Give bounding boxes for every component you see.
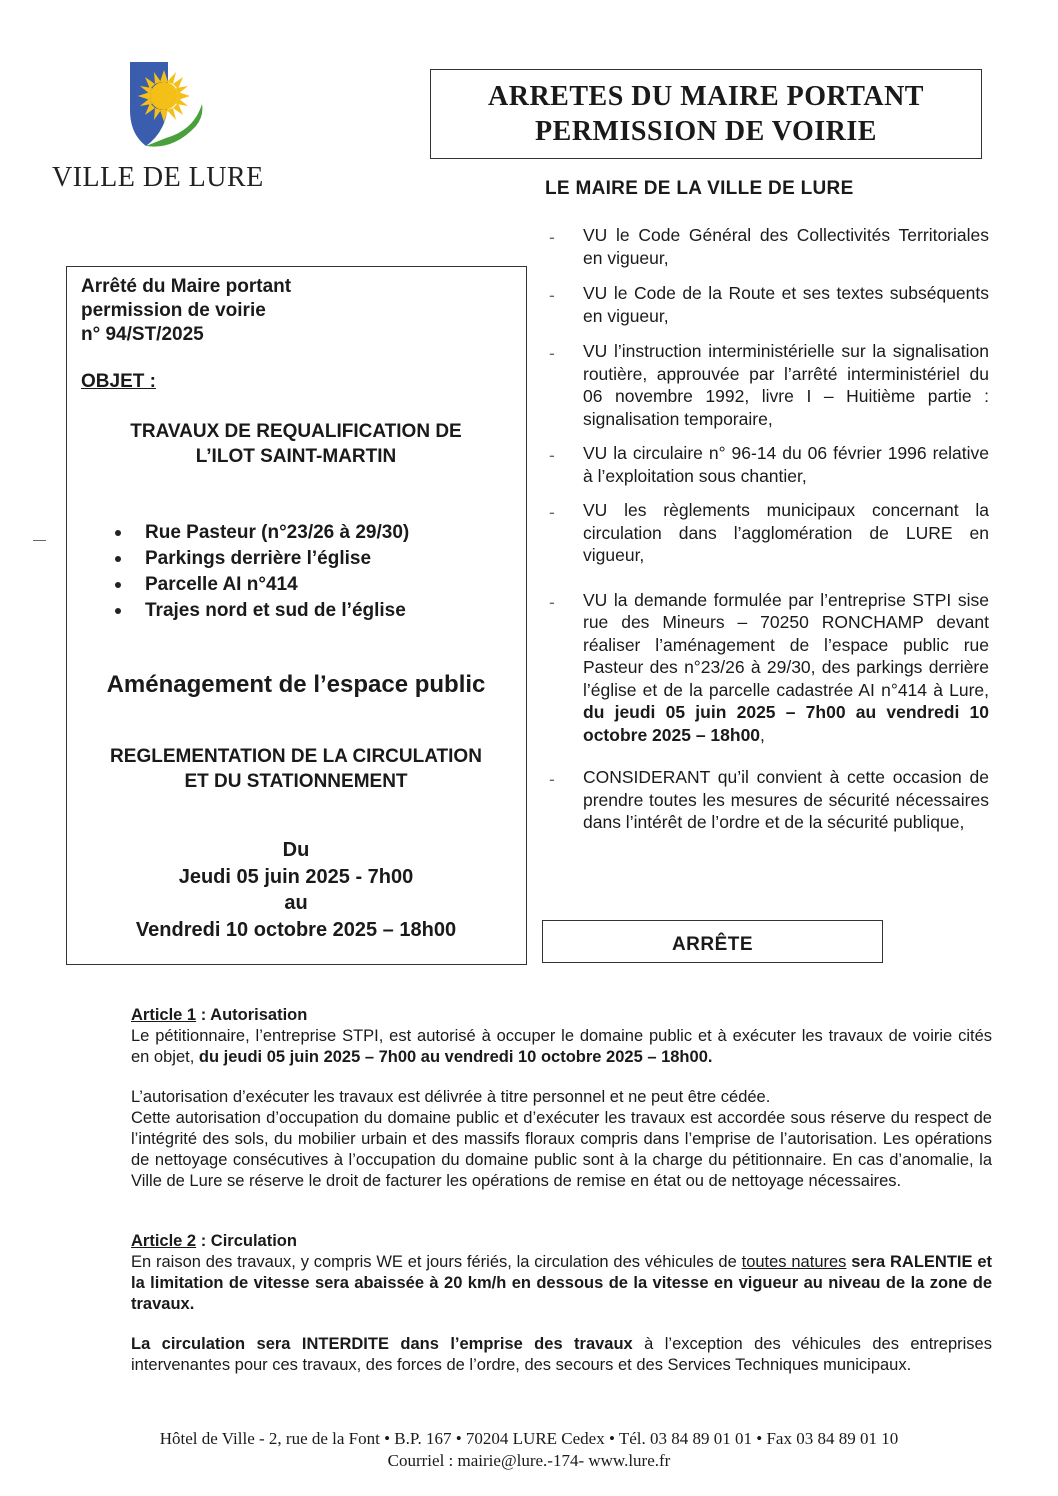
article-2-bold: sera RALENTIE et la limitation de vitesse sera abaissée à 20 km/h en dessous de la vitesse en vigueur au niveau de la zone de travaux. bbox=[131, 1253, 992, 1313]
list-item bbox=[545, 442, 989, 487]
reglementation-heading bbox=[67, 744, 525, 794]
objet-title-line: TRAVAUX DE REQUALIFICATION DE bbox=[130, 421, 462, 442]
article-2-label: Article 2 bbox=[131, 1232, 197, 1250]
considerant-dates: du jeudi 05 juin 2025 – 7h00 au vendredi 10 octobre 2025 – 18h00 bbox=[583, 702, 989, 745]
article-2-underlined: toutes natures bbox=[741, 1253, 847, 1271]
footer-email: Courriel : mairie@lure. bbox=[387, 1451, 548, 1470]
end-date: Vendredi 10 octobre 2025 – 18h00 bbox=[135, 918, 457, 941]
considerant-text: VU la circulaire n° 96-14 du 06 février 1996 relative à l’exploitation sous chantier, bbox=[583, 443, 989, 486]
page-number: -174- bbox=[547, 1451, 585, 1470]
footer-contact bbox=[0, 1450, 1058, 1472]
article-1-text: Le pétitionnaire, l’entreprise STPI, est autorisé à occuper le domaine public et à exécuter les travaux de voirie cités en objet, bbox=[131, 1027, 992, 1066]
arrete-label: ARRÊTE bbox=[542, 920, 883, 963]
document-title-line2: PERMISSION DE VOIRIE bbox=[535, 116, 877, 147]
considerant-punct: , bbox=[760, 724, 765, 745]
considerant-text: VU le Code Général des Collectivités Territoriales en vigueur, bbox=[583, 225, 989, 268]
article-1-paragraph: L’autorisation d’exécuter les travaux est délivrée à titre personnel et ne peut être cédée. bbox=[131, 1088, 771, 1106]
considerants-list bbox=[545, 224, 989, 834]
article-2-text: En raison des travaux, y compris WE et jours fériés, la circulation des véhicules de bbox=[131, 1253, 742, 1271]
list-item: Trajes nord et sud de l’église bbox=[115, 598, 409, 624]
considerant-text: VU la demande formulée par l’entreprise STPI sise rue des Mineurs – 70250 RONCHAMP devant réaliser l’aménagement de l’espace public rue Pasteur des n°23/26 à 29/30, des parkings derrière l’église et de la parcelle cadastrée AI n°414 à Lure, bbox=[583, 589, 989, 700]
list-item: Rue Pasteur (n°23/26 à 29/30) bbox=[115, 520, 409, 546]
article-2-bold: La circulation sera INTERDITE dans l’emprise des travaux bbox=[131, 1335, 633, 1353]
arrete-reference bbox=[81, 275, 291, 347]
footer-address: Hôtel de Ville - 2, rue de la Font • B.P. 167 • 70204 LURE Cedex • Tél. 03 84 89 01 01 • Fax 03 84 89 01 10 bbox=[159, 1429, 899, 1448]
article-2 bbox=[131, 1231, 992, 1376]
article-2-title: : Circulation bbox=[196, 1232, 297, 1250]
article-1-heading bbox=[131, 1005, 992, 1026]
objet-title-line: L’ILOT SAINT-MARTIN bbox=[195, 446, 397, 467]
article-1-paragraph bbox=[131, 1026, 992, 1068]
article-1-label: Article 1 bbox=[131, 1006, 197, 1024]
considerant-text: VU l’instruction interministérielle sur la signalisation routière, approuvée par l’arrêté interministériel du 06 novembre 1992, livre I – Huitième partie : signalisation temporaire, bbox=[583, 341, 989, 429]
list-item bbox=[545, 766, 989, 834]
list-item bbox=[545, 282, 989, 327]
article-2-paragraph bbox=[131, 1334, 992, 1376]
considerant-text: VU les règlements municipaux concernant la circulation dans l’agglomération de LURE en vigueur, bbox=[583, 500, 989, 565]
objet-label: OBJET : bbox=[81, 371, 156, 392]
arrete-number: n° 94/ST/2025 bbox=[81, 324, 204, 345]
arrete-reference-line: Arrêté du Maire portant bbox=[81, 276, 292, 297]
document-title-line1: ARRETES DU MAIRE PORTANT bbox=[488, 81, 924, 112]
amenagement-heading: Aménagement de l’espace public bbox=[106, 671, 486, 698]
article-1-paragraph: Cette autorisation d’occupation du domaine public et d’exécuter les travaux est accordée sous réserve du respect de l’intégrité des sols, du mobilier urbain et des massifs floraux compris dans l’emprise de l’autorisation. Les opérations de nettoyage consécutives à l’occupation du domaine public sont à la charge du pétitionnaire. En cas d’anomalie, la Ville de Lure se réserve le droit de facturer les opérations de remise en état ou de nettoyage nécessaires. bbox=[131, 1109, 992, 1190]
article-1-title: : Autorisation bbox=[196, 1006, 308, 1024]
city-name: VILLE DE LURE bbox=[52, 162, 264, 193]
maire-heading: LE MAIRE DE LA VILLE DE LURE bbox=[545, 178, 854, 199]
footer bbox=[0, 1428, 1058, 1472]
validity-dates bbox=[67, 837, 525, 943]
au-label: au bbox=[284, 892, 308, 914]
arrete-reference-line: permission de voirie bbox=[81, 300, 266, 321]
list-item bbox=[545, 224, 989, 269]
article-1-dates: du jeudi 05 juin 2025 – 7h00 au vendredi 10 octobre 2025 – 18h00. bbox=[198, 1048, 713, 1066]
arrete-summary-box bbox=[66, 266, 527, 965]
footer-website: www.lure.fr bbox=[584, 1451, 671, 1470]
du-label: Du bbox=[282, 839, 310, 861]
list-item bbox=[545, 499, 989, 567]
list-item: Parcelle AI n°414 bbox=[115, 572, 409, 598]
list-item bbox=[545, 340, 989, 430]
considerant-text: VU le Code de la Route et ses textes subséquents en vigueur, bbox=[583, 283, 989, 326]
start-date: Jeudi 05 juin 2025 - 7h00 bbox=[178, 865, 414, 888]
reglementation-line: ET DU STATIONNEMENT bbox=[184, 771, 408, 792]
article-2-paragraph bbox=[131, 1252, 992, 1315]
location-list bbox=[115, 520, 409, 624]
reglementation-line: REGLEMENTATION DE LA CIRCULATION bbox=[110, 746, 482, 767]
document-title-box bbox=[430, 69, 982, 159]
article-1 bbox=[131, 1005, 992, 1192]
considerant-text: CONSIDERANT qu’il convient à cette occasion de prendre toutes les mesures de sécurité nécessaires dans l’intérêt de l’ordre et de la sécurité publique, bbox=[583, 767, 989, 832]
article-2-heading bbox=[131, 1231, 992, 1252]
margin-mark bbox=[33, 540, 46, 541]
article-2-text: à l’exception des véhicules des entreprises intervenantes pour ces travaux, des forces de l’ordre, des secours et des Services Techniques municipaux. bbox=[131, 1335, 992, 1374]
list-item: Parkings derrière l’église bbox=[115, 546, 409, 572]
objet-title bbox=[67, 419, 525, 469]
list-item bbox=[545, 589, 989, 747]
sun-shield-logo-icon bbox=[124, 60, 210, 152]
